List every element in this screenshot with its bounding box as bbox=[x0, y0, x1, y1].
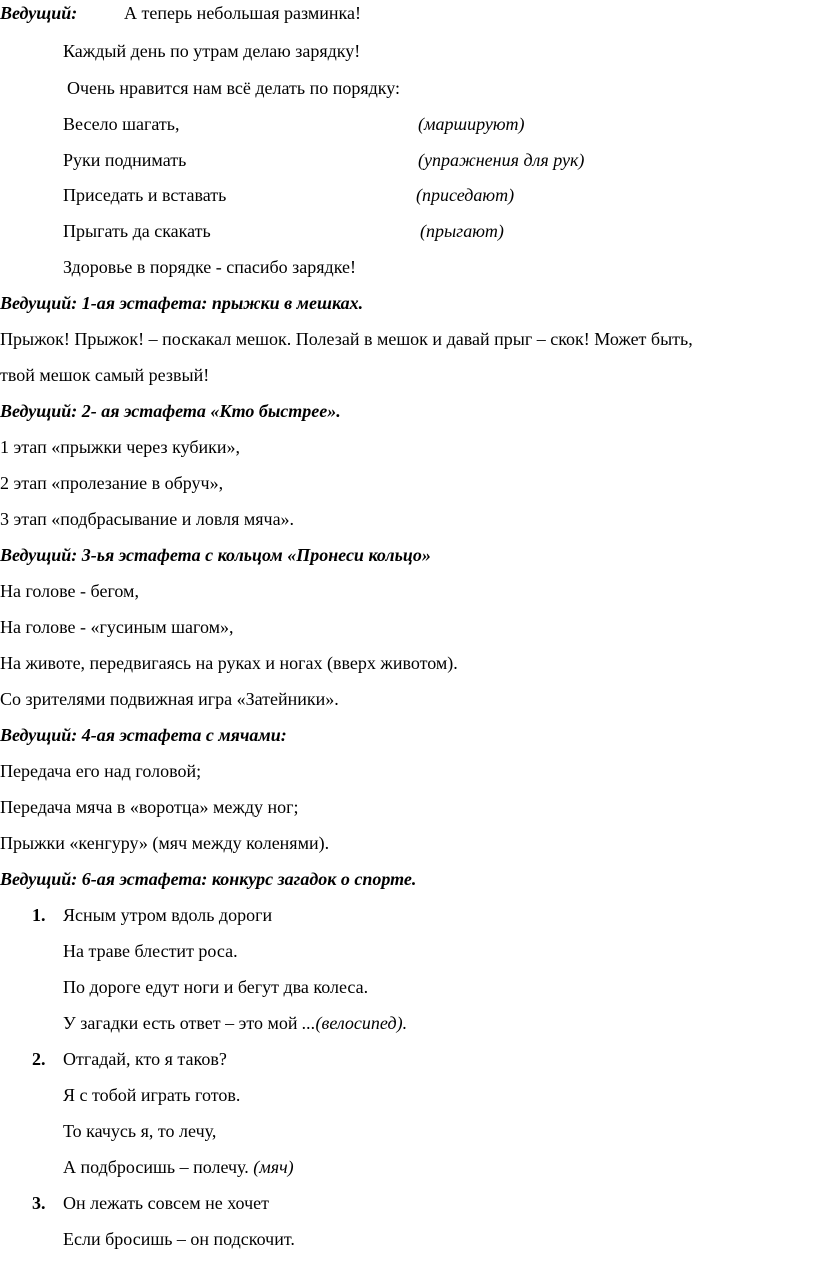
riddle-1-line-2: На траве блестит роса. bbox=[63, 941, 238, 961]
intro-text: А теперь небольшая разминка! bbox=[124, 3, 362, 23]
riddle-1-number: 1. bbox=[32, 905, 46, 925]
riddle-1-line-4-text: У загадки есть ответ – это мой bbox=[63, 1013, 303, 1033]
relay6-heading: Ведущий: 6-ая эстафета: конкурс загадок о спорте. bbox=[0, 869, 417, 889]
relay3-heading: Ведущий: 3-ья эстафета с кольцом «Пронеси кольцо» bbox=[0, 545, 431, 565]
poem-direction-2: (упражнения для рук) bbox=[418, 150, 585, 170]
relay3-item-1: На голове - бегом, bbox=[0, 581, 139, 601]
riddle-3-line-2: Если бросишь – он подскочит. bbox=[63, 1229, 295, 1249]
riddle-2-line-4 bbox=[63, 1156, 294, 1178]
relay2-item-3: 3 этап «подбрасывание и ловля мяча». bbox=[0, 509, 295, 529]
relay2-heading: Ведущий: 2- ая эстафета «Кто быстрее». bbox=[0, 401, 341, 421]
poem-direction-4: (прыгают) bbox=[420, 221, 504, 241]
relay3-item-2: На голове - «гусиным шагом», bbox=[0, 617, 234, 637]
relay4-item-2: Передача мяча в «воротца» между ног; bbox=[0, 797, 299, 817]
riddle-2-line-1: Отгадай, кто я таков? bbox=[63, 1049, 227, 1069]
relay3-item-4: Со зрителями подвижная игра «Затейники». bbox=[0, 689, 339, 709]
relay4-item-3: Прыжки «кенгуру» (мяч между коленями). bbox=[0, 833, 330, 853]
poem-line-4: Руки поднимать bbox=[63, 150, 187, 170]
relay2-item-1: 1 этап «прыжки через кубики», bbox=[0, 437, 241, 457]
poem-direction-1: (маршируют) bbox=[418, 114, 525, 134]
riddle-3-line-1: Он лежать совсем не хочет bbox=[63, 1193, 269, 1213]
riddle-1-line-3: По дороге едут ноги и бегут два колеса. bbox=[63, 977, 369, 997]
poem-line-7: Здоровье в порядке - спасибо зарядке! bbox=[63, 257, 356, 277]
poem-line-1: Каждый день по утрам делаю зарядку! bbox=[63, 41, 361, 61]
relay1-heading: Ведущий: 1-ая эстафета: прыжки в мешках. bbox=[0, 293, 364, 313]
relay1-text-line-1: Прыжок! Прыжок! – поскакал мешок. Полезай в мешок и давай прыг – скок! Может быть, bbox=[0, 329, 693, 349]
poem-line-3: Весело шагать, bbox=[63, 114, 180, 134]
intro-line bbox=[0, 2, 77, 24]
relay1-text-line-2: твой мешок самый резвый! bbox=[0, 365, 210, 385]
riddle-3-number: 3. bbox=[32, 1193, 46, 1213]
riddle-2-line-2: Я с тобой играть готов. bbox=[63, 1085, 241, 1105]
riddle-2-line-4-text: А подбросишь – полечу. bbox=[63, 1157, 254, 1177]
riddle-1-line-1: Ясным утром вдоль дороги bbox=[63, 905, 273, 925]
poem-line-2: Очень нравится нам всё делать по порядку: bbox=[67, 78, 401, 98]
riddle-2-line-3: То качусь я, то лечу, bbox=[63, 1121, 217, 1141]
poem-line-5: Приседать и вставать bbox=[63, 185, 227, 205]
relay3-item-3: На животе, передвигаясь на руках и ногах (вверх животом). bbox=[0, 653, 458, 673]
riddle-1-answer: ...(велосипед). bbox=[302, 1013, 408, 1033]
intro-speaker: Ведущий: bbox=[0, 3, 78, 23]
riddle-1-line-4 bbox=[63, 1012, 407, 1034]
relay4-item-1: Передача его над головой; bbox=[0, 761, 202, 781]
poem-line-6: Прыгать да скакать bbox=[63, 221, 211, 241]
relay2-item-2: 2 этап «пролезание в обруч», bbox=[0, 473, 224, 493]
riddle-2-number: 2. bbox=[32, 1049, 46, 1069]
relay4-heading: Ведущий: 4-ая эстафета с мячами: bbox=[0, 725, 287, 745]
riddle-2-answer: (мяч) bbox=[253, 1157, 294, 1177]
poem-direction-3: (приседают) bbox=[416, 185, 515, 205]
